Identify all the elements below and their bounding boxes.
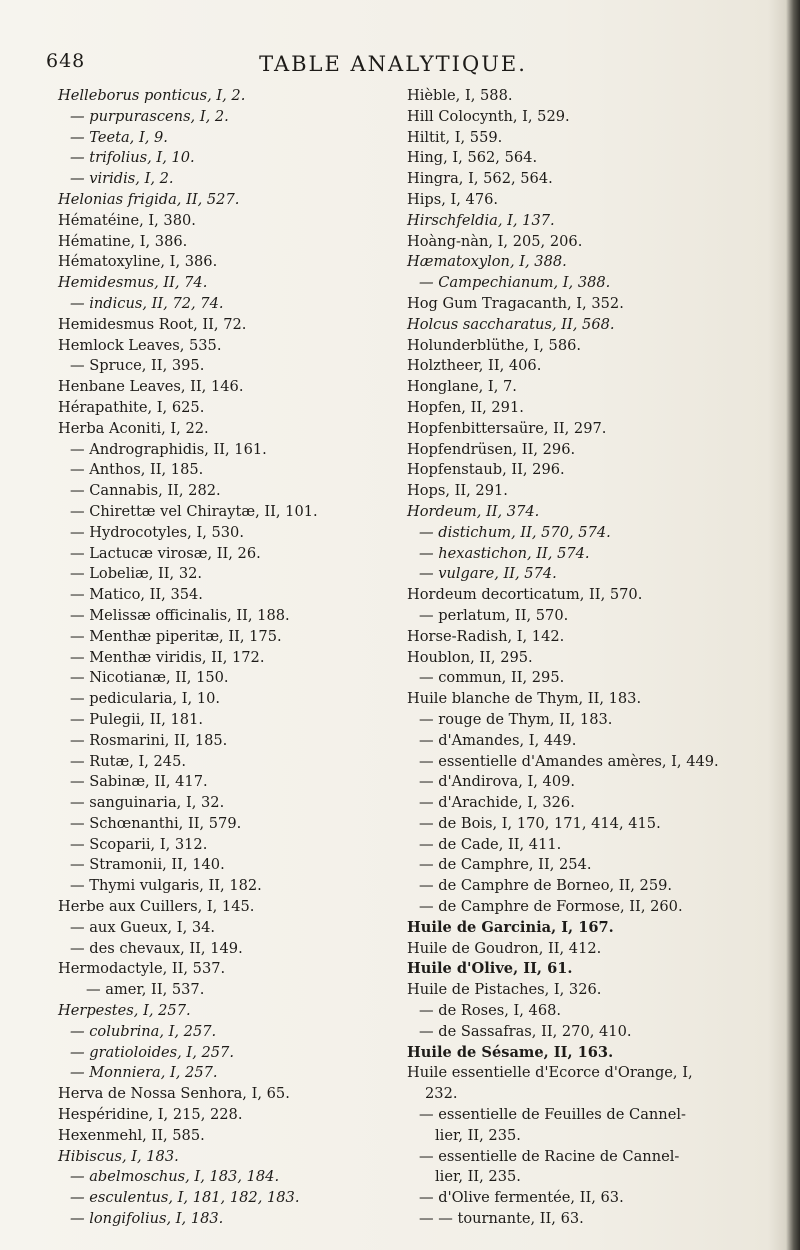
index-entry: — Melissæ officinalis, II, 188. (70, 606, 290, 624)
running-title: TABLE ANALYTIQUE. (259, 52, 527, 76)
index-entry: — Spruce, II, 395. (70, 357, 205, 375)
index-entry: Holcus saccharatus, II, 568. (407, 315, 615, 333)
index-entry: Hops, II, 291. (407, 482, 508, 500)
index-entry: Hæmatoxylon, I, 388. (407, 253, 567, 271)
index-entry: Huile de Sésame, II, 163. (407, 1043, 614, 1061)
index-entry: — sanguinaria, I, 32. (70, 794, 225, 812)
index-entry: — de Cade, II, 411. (419, 835, 562, 853)
index-entry: Hopfenstaub, II, 296. (407, 461, 565, 479)
index-entry: — Scoparii, I, 312. (70, 835, 208, 853)
index-entry: Hirschfeldia, I, 137. (407, 211, 555, 229)
index-entry: — abelmoschus, I, 183, 184. (70, 1168, 280, 1186)
page-edge-shadow (786, 0, 800, 1250)
index-entry: — amer, II, 537. (86, 981, 205, 999)
index-entry: Hiltit, I, 559. (407, 128, 503, 146)
index-entry: Henbane Leaves, II, 146. (58, 378, 244, 396)
index-entry: — distichum, II, 570, 574. (419, 523, 611, 541)
index-entry: — Pulegii, II, 181. (70, 710, 204, 728)
index-entry: Huile d'Olive, II, 61. (407, 960, 573, 978)
index-entry: — d'Andirova, I, 409. (419, 773, 576, 791)
page-header (46, 50, 740, 80)
index-column-left (58, 86, 378, 1230)
index-entry: — viridis, I, 2. (70, 170, 174, 188)
index-entry: Horse-Radish, I, 142. (407, 627, 565, 645)
index-entry: — Lobeliæ, II, 32. (70, 565, 203, 583)
index-entry: Houblon, II, 295. (407, 648, 533, 666)
index-entry: — Campechianum, I, 388. (419, 274, 611, 292)
index-entry: Hemidesmus, II, 74. (58, 274, 208, 292)
index-entry: Herpestes, I, 257. (58, 1002, 191, 1020)
index-entry: Hingra, I, 562, 564. (407, 170, 553, 188)
index-entry: Hexenmehl, II, 585. (58, 1126, 205, 1144)
index-entry: — Sabinæ, II, 417. (70, 773, 208, 791)
index-entry: Hemidesmus Root, II, 72. (58, 315, 247, 333)
index-entry: Helleborus ponticus, I, 2. (58, 87, 246, 104)
index-entry: lier, II, 235. (435, 1126, 521, 1144)
index-entry: Hoàng-nàn, I, 205, 206. (407, 232, 583, 250)
index-entry: — Cannabis, II, 282. (70, 482, 221, 500)
index-entry: — des chevaux, II, 149. (70, 939, 243, 957)
index-entry: Hopfen, II, 291. (407, 398, 524, 416)
index-entry: Hibiscus, I, 183. (58, 1147, 179, 1165)
index-entry: — purpurascens, I, 2. (70, 107, 229, 125)
index-entry: — de Roses, I, 468. (419, 1002, 562, 1020)
index-entry: — Lactucæ virosæ, II, 26. (70, 544, 261, 562)
index-entry: Huile de Goudron, II, 412. (407, 939, 602, 957)
index-entry: Hordeum, II, 374. (407, 502, 540, 520)
index-entry: Hématéine, I, 380. (58, 211, 196, 229)
index-entry: Hermodactyle, II, 537. (58, 960, 226, 978)
index-entry: — Matico, II, 354. (70, 586, 203, 604)
index-entry: Huile de Pistaches, I, 326. (407, 981, 602, 999)
index-entry: — Teeta, I, 9. (70, 128, 168, 146)
index-entry: — de Camphre de Formose, II, 260. (419, 898, 683, 916)
index-entry: — d'Olive fermentée, II, 63. (419, 1189, 624, 1207)
index-entry: Hopfenbittersaüre, II, 297. (407, 419, 607, 437)
index-entry: — trifolius, I, 10. (70, 149, 195, 167)
index-entry: Hemlock Leaves, 535. (58, 336, 222, 354)
index-entry: Herbe aux Cuillers, I, 145. (58, 898, 255, 916)
index-entry: — d'Arachide, I, 326. (419, 794, 575, 812)
index-entry: Herva de Nossa Senhora, I, 65. (58, 1085, 290, 1103)
index-entry: — de Sassafras, II, 270, 410. (419, 1022, 632, 1040)
index-entry: — longifolius, I, 183. (70, 1210, 224, 1228)
index-entry: — Nicotianæ, II, 150. (70, 669, 229, 687)
index-entry: — Schœnanthi, II, 579. (70, 814, 242, 832)
index-entry: Hill Colocynth, I, 529. (407, 107, 570, 125)
index-entry: Hespéridine, I, 215, 228. (58, 1106, 243, 1124)
index-entry: Hièble, I, 588. (407, 87, 513, 104)
index-entry: — vulgare, II, 574. (419, 565, 557, 583)
index-entry: — Chirettæ vel Chiraytæ, II, 101. (70, 502, 318, 520)
index-entry: — Thymi vulgaris, II, 182. (70, 877, 262, 895)
index-entry: Huile de Garcinia, I, 167. (407, 918, 614, 936)
index-entry: — Rutæ, I, 245. (70, 752, 187, 770)
index-entry: — de Camphre, II, 254. (419, 856, 592, 874)
index-entry: Holztheer, II, 406. (407, 357, 542, 375)
index-entry: — indicus, II, 72, 74. (70, 294, 224, 312)
index-entry: Huile essentielle d'Ecorce d'Orange, I, (407, 1064, 693, 1082)
index-entry: — Anthos, II, 185. (70, 461, 204, 479)
index-entry: Hog Gum Tragacanth, I, 352. (407, 294, 624, 312)
index-entry: — Andrographidis, II, 161. (70, 440, 267, 458)
index-entry: — de Bois, I, 170, 171, 414, 415. (419, 814, 661, 832)
index-entry: — d'Amandes, I, 449. (419, 731, 577, 749)
index-entry: Hématoxyline, I, 386. (58, 253, 218, 271)
index-entry: Hématine, I, 386. (58, 232, 188, 250)
index-entry: Hips, I, 476. (407, 190, 499, 208)
index-entry: — essentielle de Racine de Cannel- (419, 1147, 680, 1165)
index-entry: — Menthæ viridis, II, 172. (70, 648, 265, 666)
index-entry: — gratioloides, I, 257. (70, 1043, 234, 1061)
index-entry: Hing, I, 562, 564. (407, 149, 538, 167)
index-entry: — Rosmarini, II, 185. (70, 731, 228, 749)
index-entry: Holunderblüthe, I, 586. (407, 336, 582, 354)
index-entry: — de Camphre de Borneo, II, 259. (419, 877, 673, 895)
page-number: 648 (46, 50, 86, 72)
index-entry: — Stramonii, II, 140. (70, 856, 225, 874)
index-entry: — — tournante, II, 63. (419, 1210, 584, 1228)
index-entry: — Hydrocotyles, I, 530. (70, 523, 244, 541)
index-entry: Hérapathite, I, 625. (58, 398, 205, 416)
index-entry: Helonias frigida, II, 527. (58, 190, 240, 208)
index-entry: lier, II, 235. (435, 1168, 521, 1186)
index-entry: 232. (425, 1085, 458, 1103)
index-entry: Herba Aconiti, I, 22. (58, 419, 209, 437)
index-entry: — Monniera, I, 257. (70, 1064, 218, 1082)
index-column-right (407, 86, 787, 1230)
index-entry: — commun, II, 295. (419, 669, 565, 687)
index-entry: Hordeum decorticatum, II, 570. (407, 586, 643, 604)
index-entry: Huile blanche de Thym, II, 183. (407, 690, 642, 708)
index-entry: — esculentus, I, 181, 182, 183. (70, 1189, 300, 1207)
index-entry: — pedicularia, I, 10. (70, 690, 221, 708)
index-entry: — essentielle de Feuilles de Cannel- (419, 1106, 686, 1124)
index-entry: — essentielle d'Amandes amères, I, 449. (419, 752, 719, 770)
index-entry: — Menthæ piperitæ, II, 175. (70, 627, 282, 645)
index-entry: Hopfendrüsen, II, 296. (407, 440, 576, 458)
index-entry: — rouge de Thym, II, 183. (419, 710, 613, 728)
index-entry: — hexastichon, II, 574. (419, 544, 590, 562)
index-entry: — perlatum, II, 570. (419, 606, 569, 624)
index-entry: — colubrina, I, 257. (70, 1022, 217, 1040)
index-entry: Honglane, I, 7. (407, 378, 517, 396)
index-entry: — aux Gueux, I, 34. (70, 918, 216, 936)
